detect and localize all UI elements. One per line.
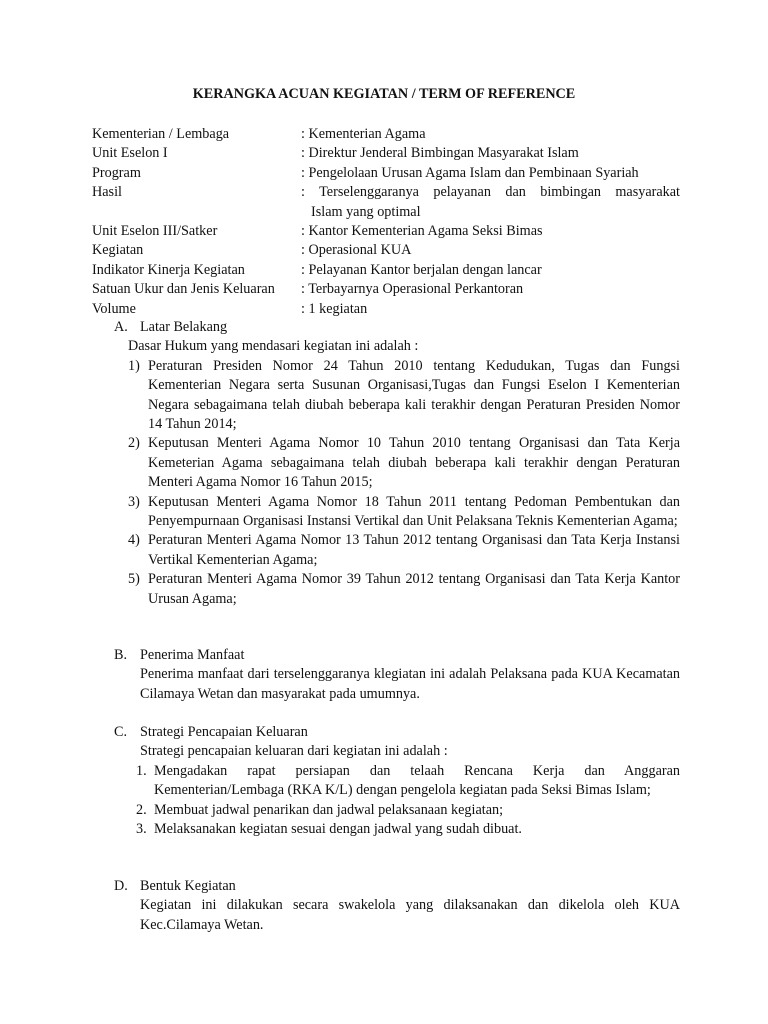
section-latar-belakang <box>114 318 680 609</box>
list-number: 1. <box>136 762 147 779</box>
section-body <box>114 896 680 935</box>
meta-label: Indikator Kinerja Kegiatan <box>92 261 245 278</box>
meta-label: Hasil <box>92 184 122 201</box>
meta-label: Kegiatan <box>92 242 144 259</box>
strategy-list <box>136 762 680 840</box>
meta-value: : Pengelolaan Urusan Agama Islam dan Pembinaan Syariah <box>301 164 639 181</box>
list-number: 2) <box>128 435 140 452</box>
list-number: 3. <box>136 821 147 838</box>
section-letter: B. <box>114 647 128 663</box>
list-item <box>136 762 680 801</box>
meta-row <box>92 183 680 222</box>
meta-value: : 1 kegiatan <box>301 300 368 317</box>
meta-label: Unit Eselon III/Satker <box>92 223 218 240</box>
meta-label: Program <box>92 164 141 181</box>
list-item <box>128 531 680 570</box>
meta-table <box>92 125 680 319</box>
section-intro: Strategi pencapaian keluaran dari kegiatan ini adalah : <box>140 743 448 760</box>
list-text: Membuat jadwal penarikan dan jadwal pelaksanaan kegiatan; <box>154 801 504 818</box>
meta-value: : Kantor Kementerian Agama Seksi Bimas <box>301 223 543 240</box>
list-item <box>128 434 680 492</box>
list-text: Peraturan Menteri Agama Nomor 13 Tahun 2012 tentang Organisasi dan Tata Kerja Instansi Vertikal Kementerian Agama; <box>148 532 680 568</box>
section-title: Bentuk Kegiatan <box>140 878 236 894</box>
list-number: 1) <box>128 357 140 374</box>
section-text: Kegiatan ini dilakukan secara swakelola yang dilaksanakan dan dikelola oleh KUA Kec.Cilamaya Wetan. <box>140 897 680 933</box>
meta-value: : Pelayanan Kantor berjalan dengan lancar <box>301 261 542 278</box>
section-heading <box>114 723 680 742</box>
list-item <box>128 357 680 435</box>
meta-value: : Direktur Jenderal Bimbingan Masyarakat Islam <box>301 145 579 162</box>
meta-value: : Terselenggaranya pelayanan dan bimbingan masyarakat <box>301 184 680 201</box>
section-heading <box>114 646 680 665</box>
list-text: Melaksanakan kegiatan sesuai dengan jadwal yang sudah dibuat. <box>154 821 522 838</box>
meta-row <box>92 144 680 163</box>
list-item <box>136 801 680 820</box>
section-body <box>114 742 680 839</box>
meta-row <box>92 164 680 183</box>
list-number: 5) <box>128 571 140 588</box>
meta-row <box>92 261 680 280</box>
meta-row <box>92 300 680 319</box>
meta-value-continuation: Islam yang optimal <box>311 203 421 220</box>
list-number: 3) <box>128 493 140 510</box>
section-intro: Dasar Hukum yang mendasari kegiatan ini adalah : <box>128 338 419 355</box>
section-letter: C. <box>114 724 128 740</box>
list-item <box>136 820 680 839</box>
legal-basis-list <box>128 357 680 609</box>
list-text: Peraturan Menteri Agama Nomor 39 Tahun 2012 tentang Organisasi dan Tata Kerja Kantor Urusan Agama; <box>148 571 680 607</box>
meta-row <box>92 280 680 299</box>
meta-value: : Terbayarnya Operasional Perkantoran <box>301 281 524 298</box>
meta-value: : Kementerian Agama <box>301 126 426 142</box>
list-number: 4) <box>128 532 140 549</box>
section-body <box>114 665 680 704</box>
list-number: 2. <box>136 801 147 818</box>
section-title: Penerima Manfaat <box>140 647 245 663</box>
section-penerima-manfaat <box>114 646 680 704</box>
meta-value: : Operasional KUA <box>301 242 412 259</box>
document-title: KERANGKA ACUAN KEGIATAN / TERM OF REFERENCE <box>192 86 576 102</box>
meta-row <box>92 241 680 260</box>
meta-label: Kementerian / Lembaga <box>92 126 230 142</box>
section-text: Penerima manfaat dari terselenggaranya klegiatan ini adalah Pelaksana pada KUA Kecamatan Cilamaya Wetan dan masyarakat pada umumnya. <box>140 666 680 702</box>
section-letter: D. <box>114 878 128 894</box>
meta-label: Volume <box>92 300 136 317</box>
section-body <box>114 337 680 609</box>
section-letter: A. <box>114 319 128 335</box>
list-item <box>128 493 680 532</box>
section-heading <box>114 318 680 337</box>
meta-label: Satuan Ukur dan Jenis Keluaran <box>92 281 275 298</box>
section-title: Strategi Pencapaian Keluaran <box>140 724 308 740</box>
list-text: Mengadakan rapat persiapan dan telaah Rencana Kerja dan Anggaran Kementerian/Lembaga (RKA K/L) dengan pengelola kegiatan pada Seksi Bimas Islam; <box>154 762 680 799</box>
meta-value-group <box>301 183 680 222</box>
meta-label: Unit Eselon I <box>92 145 168 162</box>
section-title: Latar Belakang <box>140 319 228 335</box>
section-heading <box>114 877 680 896</box>
list-text: Keputusan Menteri Agama Nomor 18 Tahun 2011 tentang Pedoman Pembentukan dan Penyempurnaan Organisasi Instansi Vertikal dan Unit Pelaksana Teknis Kementerian Agama; <box>148 493 680 530</box>
section-bentuk-kegiatan <box>114 877 680 935</box>
list-text: Keputusan Menteri Agama Nomor 10 Tahun 2010 tentang Organisasi dan Tata Kerja Kemeterian Agama sebagaimana telah diubah beberapa kali terakhir dengan Peraturan Menteri Agama Nomor 16 Tahun 2015; <box>148 435 680 491</box>
meta-row <box>92 125 680 144</box>
meta-row <box>92 222 680 241</box>
section-strategi <box>114 723 680 839</box>
list-text: Peraturan Presiden Nomor 24 Tahun 2010 tentang Kedudukan, Tugas dan Fungsi Kementerian Negara serta Susunan Organisasi,Tugas dan Fungsi Eselon I Kementerian Negara sebagaimana telah diubah beberapa kali terakhir dengan Peraturan Presiden Nomor 14 Tahun 2014; <box>148 357 680 433</box>
list-item <box>128 570 680 609</box>
